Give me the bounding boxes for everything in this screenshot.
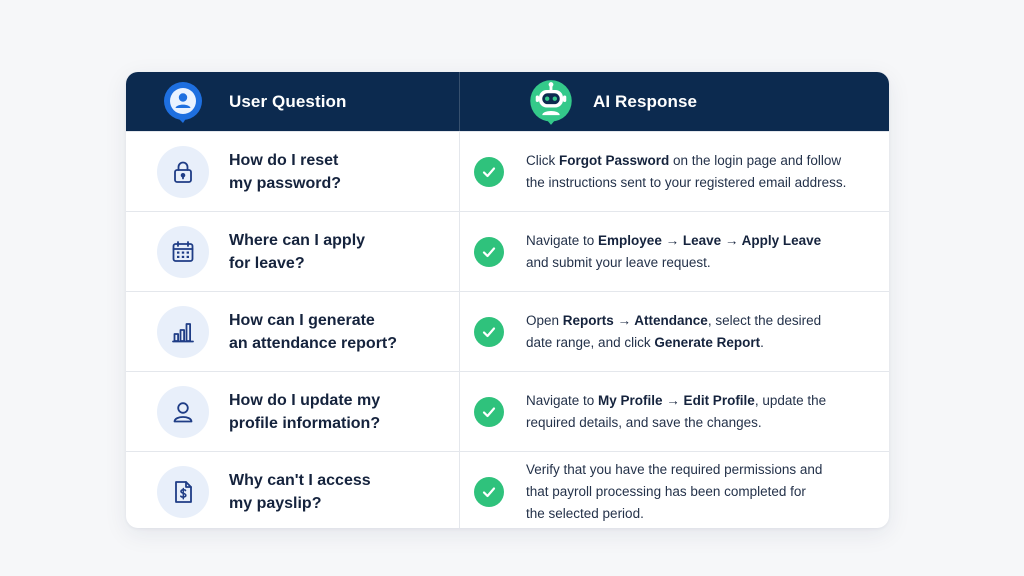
robot-icon [527, 78, 575, 126]
table-row [126, 131, 889, 211]
lock-icon [157, 146, 209, 198]
check-icon [474, 317, 504, 347]
answer-cell [460, 212, 889, 291]
answer-text [526, 310, 876, 354]
answer-text [526, 390, 876, 434]
check-icon [474, 237, 504, 267]
answer-line: Click Forgot Password on the login page and follow [526, 152, 842, 168]
answer-line: Open Reports → Attendance, select the desired [526, 312, 822, 328]
answer-line: the selected period. [526, 506, 644, 521]
answer-cell [460, 132, 889, 211]
answer-cell [460, 292, 889, 371]
check-icon [474, 477, 504, 507]
answer-line: required details, and save the changes. [526, 414, 762, 430]
question-cell [126, 452, 460, 528]
question-text: How can I generate an attendance report? [229, 311, 398, 352]
header-response-title: AI Response [593, 91, 698, 111]
answer-cell [460, 452, 889, 528]
question-cell [126, 372, 460, 451]
answer-line: Navigate to Employee → Leave → Apply Leave [526, 232, 822, 248]
question-text: Why can't I access my payslip? [229, 472, 371, 512]
answer-line: and submit your leave request. [526, 254, 711, 270]
question-text: How do I reset my password? [229, 151, 342, 192]
question-text: Where can I apply for leave? [229, 231, 366, 272]
answer-text [526, 459, 876, 525]
user-chat-bubble-icon [161, 80, 205, 124]
question-cell [126, 132, 460, 211]
answer-text [526, 150, 876, 194]
answer-cell [460, 372, 889, 451]
question-cell [126, 212, 460, 291]
check-icon [474, 397, 504, 427]
answer-line: Verify that you have the required permissions and [526, 462, 823, 477]
answer-text [526, 230, 876, 274]
table-header [126, 72, 889, 131]
answer-line: that payroll processing has been completed for [526, 484, 806, 499]
faq-table [126, 72, 889, 528]
answer-line: date range, and click Generate Report. [526, 334, 764, 350]
table-row [126, 211, 889, 291]
table-row [126, 291, 889, 371]
header-user-question [126, 72, 460, 131]
user-icon [157, 386, 209, 438]
bar-chart-icon [157, 306, 209, 358]
table-row [126, 371, 889, 451]
payslip-document-icon [157, 466, 209, 518]
table-row [126, 451, 889, 528]
header-ai-response [460, 72, 889, 131]
check-icon [474, 157, 504, 187]
question-cell [126, 292, 460, 371]
question-text: How do I update my profile information? [229, 391, 381, 432]
answer-line: the instructions sent to your registered email address. [526, 174, 847, 190]
calendar-icon [157, 226, 209, 278]
header-question-title: User Question [229, 91, 347, 111]
answer-line: Navigate to My Profile → Edit Profile, update the [526, 392, 827, 408]
